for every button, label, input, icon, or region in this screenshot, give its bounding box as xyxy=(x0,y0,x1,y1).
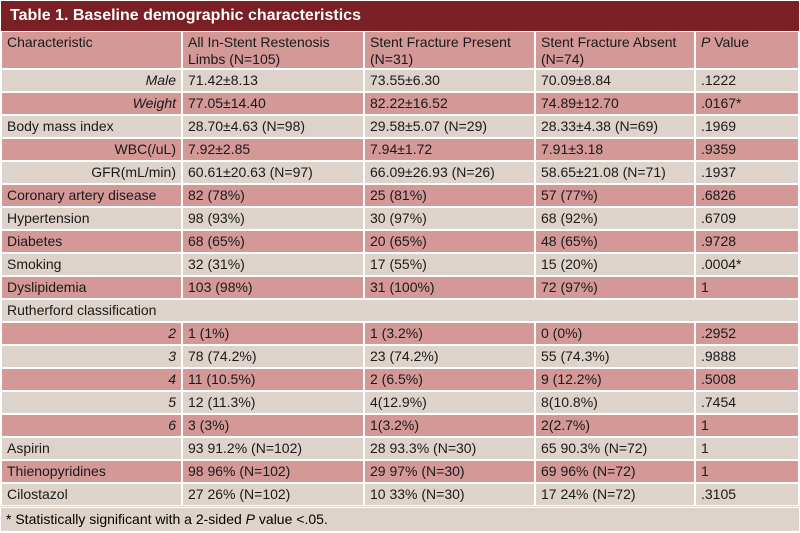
cell-absent: 69 96% (N=72) xyxy=(535,460,695,483)
cell-p: .9359 xyxy=(695,138,799,161)
cell-p: .0167* xyxy=(695,92,799,115)
cell-present: 10 33% (N=30) xyxy=(364,483,535,506)
cell-all: 68 (65%) xyxy=(182,230,364,253)
cell-absent: 70.09±8.84 xyxy=(535,69,695,92)
cell-absent: 15 (20%) xyxy=(535,253,695,276)
cell-p: .7454 xyxy=(695,391,799,414)
table-row xyxy=(1,115,799,138)
cell-all: 103 (98%) xyxy=(182,276,364,299)
header-p-rest: Value xyxy=(710,34,750,50)
row-label: Dyslipidemia xyxy=(1,276,182,299)
cell-p: 1 xyxy=(695,276,799,299)
cell-present: 82.22±16.52 xyxy=(364,92,535,115)
cell-all: 11 (10.5%) xyxy=(182,368,364,391)
row-label: 3 xyxy=(1,345,182,368)
cell-all: 60.61±20.63 (N=97) xyxy=(182,161,364,184)
baseline-table xyxy=(1,31,799,506)
cell-p: .6709 xyxy=(695,207,799,230)
row-label: Hypertension xyxy=(1,207,182,230)
table-row xyxy=(1,253,799,276)
table-row xyxy=(1,92,799,115)
cell-present: 4(12.9%) xyxy=(364,391,535,414)
cell-absent: 65 90.3% (N=72) xyxy=(535,437,695,460)
row-label: Thienopyridines xyxy=(1,460,182,483)
footnote-post: value <.05. xyxy=(255,511,328,527)
row-label: Coronary artery disease xyxy=(1,184,182,207)
table-row xyxy=(1,138,799,161)
cell-present: 29 97% (N=30) xyxy=(364,460,535,483)
cell-absent: 9 (12.2%) xyxy=(535,368,695,391)
cell-present: 31 (100%) xyxy=(364,276,535,299)
header-characteristic: Characteristic xyxy=(1,31,182,69)
cell-absent: 8(10.8%) xyxy=(535,391,695,414)
footnote-p: P xyxy=(245,511,256,527)
table-row xyxy=(1,483,799,506)
cell-p: .3105 xyxy=(695,483,799,506)
table-row xyxy=(1,414,799,437)
header-fracture-present: Stent Fracture Present (N=31) xyxy=(364,31,535,69)
header-p-letter: P xyxy=(701,34,711,50)
cell-present: 1 (3.2%) xyxy=(364,322,535,345)
table-row xyxy=(1,460,799,483)
row-label: Male xyxy=(1,69,182,92)
header-all-limbs: All In-Stent Restenosis Limbs (N=105) xyxy=(182,31,364,69)
cell-all: 27 26% (N=102) xyxy=(182,483,364,506)
cell-present: 30 (97%) xyxy=(364,207,535,230)
row-label: Weight xyxy=(1,92,182,115)
row-label: Body mass index xyxy=(1,115,182,138)
row-label: Aspirin xyxy=(1,437,182,460)
section-row xyxy=(1,299,799,322)
table-row xyxy=(1,69,799,92)
cell-present: 23 (74.2%) xyxy=(364,345,535,368)
cell-absent: 7.91±3.18 xyxy=(535,138,695,161)
cell-absent: 0 (0%) xyxy=(535,322,695,345)
row-label: Cilostazol xyxy=(1,483,182,506)
table-row xyxy=(1,368,799,391)
cell-present: 1(3.2%) xyxy=(364,414,535,437)
row-label: Smoking xyxy=(1,253,182,276)
cell-p: 1 xyxy=(695,437,799,460)
header-p-value xyxy=(695,31,799,69)
cell-absent: 57 (77%) xyxy=(535,184,695,207)
cell-p: 1 xyxy=(695,414,799,437)
row-label: 4 xyxy=(1,368,182,391)
cell-absent: 17 24% (N=72) xyxy=(535,483,695,506)
cell-all: 93 91.2% (N=102) xyxy=(182,437,364,460)
cell-absent: 28.33±4.38 (N=69) xyxy=(535,115,695,138)
row-label: 5 xyxy=(1,391,182,414)
cell-absent: 48 (65%) xyxy=(535,230,695,253)
cell-p: .9888 xyxy=(695,345,799,368)
footnote-pre: * Statistically significant with a 2-sided xyxy=(6,511,246,527)
cell-present: 28 93.3% (N=30) xyxy=(364,437,535,460)
row-label: WBC(/uL) xyxy=(1,138,182,161)
cell-p: .1937 xyxy=(695,161,799,184)
cell-p: .1222 xyxy=(695,69,799,92)
cell-present: 20 (65%) xyxy=(364,230,535,253)
section-label: Rutherford classification xyxy=(1,299,799,322)
table-title: Table 1. Baseline demographic characteristics xyxy=(1,1,799,31)
table-row xyxy=(1,161,799,184)
cell-p: .1969 xyxy=(695,115,799,138)
cell-absent: 74.89±12.70 xyxy=(535,92,695,115)
cell-present: 29.58±5.07 (N=29) xyxy=(364,115,535,138)
cell-all: 3 (3%) xyxy=(182,414,364,437)
cell-p: .5008 xyxy=(695,368,799,391)
cell-absent: 55 (74.3%) xyxy=(535,345,695,368)
cell-p: .9728 xyxy=(695,230,799,253)
cell-p: .6826 xyxy=(695,184,799,207)
cell-present: 7.94±1.72 xyxy=(364,138,535,161)
row-label: 2 xyxy=(1,322,182,345)
cell-absent: 68 (92%) xyxy=(535,207,695,230)
cell-all: 78 (74.2%) xyxy=(182,345,364,368)
table-footnote xyxy=(1,507,799,531)
cell-present: 2 (6.5%) xyxy=(364,368,535,391)
table-figure xyxy=(1,1,799,531)
cell-all: 98 96% (N=102) xyxy=(182,460,364,483)
table-row xyxy=(1,184,799,207)
cell-all: 28.70±4.63 (N=98) xyxy=(182,115,364,138)
cell-p: 1 xyxy=(695,460,799,483)
cell-all: 32 (31%) xyxy=(182,253,364,276)
cell-all: 98 (93%) xyxy=(182,207,364,230)
header-row xyxy=(1,31,799,69)
row-label: GFR(mL/min) xyxy=(1,161,182,184)
cell-absent: 2(2.7%) xyxy=(535,414,695,437)
table-row xyxy=(1,322,799,345)
row-label: Diabetes xyxy=(1,230,182,253)
cell-present: 73.55±6.30 xyxy=(364,69,535,92)
cell-all: 71.42±8.13 xyxy=(182,69,364,92)
header-fracture-absent: Stent Fracture Absent (N=74) xyxy=(535,31,695,69)
cell-present: 25 (81%) xyxy=(364,184,535,207)
cell-all: 12 (11.3%) xyxy=(182,391,364,414)
cell-p: .0004* xyxy=(695,253,799,276)
table-row xyxy=(1,345,799,368)
cell-all: 7.92±2.85 xyxy=(182,138,364,161)
cell-absent: 58.65±21.08 (N=71) xyxy=(535,161,695,184)
cell-present: 17 (55%) xyxy=(364,253,535,276)
table-row xyxy=(1,276,799,299)
cell-all: 1 (1%) xyxy=(182,322,364,345)
cell-all: 82 (78%) xyxy=(182,184,364,207)
cell-all: 77.05±14.40 xyxy=(182,92,364,115)
table-row xyxy=(1,230,799,253)
table-row xyxy=(1,391,799,414)
table-row xyxy=(1,207,799,230)
cell-absent: 72 (97%) xyxy=(535,276,695,299)
row-label: 6 xyxy=(1,414,182,437)
table-row xyxy=(1,437,799,460)
cell-p: .2952 xyxy=(695,322,799,345)
cell-present: 66.09±26.93 (N=26) xyxy=(364,161,535,184)
